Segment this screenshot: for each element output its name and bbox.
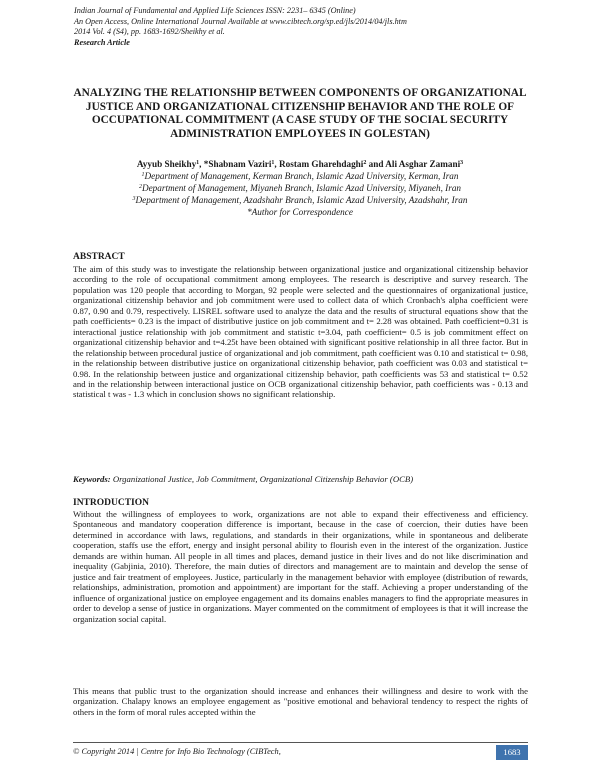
abstract-heading: ABSTRACT: [73, 252, 125, 262]
volume-line: 2014 Vol. 4 (S4), pp. 1683-1692/Sheikhy et al.: [74, 27, 225, 37]
introduction-paragraph-2: This means that public trust to the organization should increase and enhances their willingness and desire to work with the organization. Chalapy knows an employee engagement as "positive emotional and behavioral tendency to respect the rights of others in the form of moral rules accepted within the: [73, 686, 528, 717]
author-4-sup: 3: [460, 160, 464, 166]
keywords-text: Organizational Justice, Job Commitment, Organizational Citizenship Behavior (OCB): [110, 474, 414, 484]
access-line: An Open Access, Online International Journal Available at www.cibtech.org/sp.ed/jls/2014/04/jls.htm: [74, 16, 407, 26]
abstract-text: The aim of this study was to investigate the relationship between organizational justice and organizational citizenship behavior according to the role of occupational commitment among employees. The research is descriptive and survey research. The population was 120 people that according to Morgan, 92 people were selected and the questionnaires of organizational justice, organizational citizenship behavior and job commitment were used to collect data of which Cronbach's alpha coefficient were 0.87, 0.90 and 0.79, respectively. LISREL software used to analyze the data and the results of structural equations show that the path coefficients= 0.23 is the impact of distributive justice on job commitment and t= 2.28 was obtained. Path coefficient=0.31 is interactional justice relationship with job commitment and statistic t=3.04, path coefficient= 0.5 is job commitment effect on organizational citizenship behavior and t=4.25t have been obtained with significant positive relationship in all three factor. But in the relationship between procedural justice of organizational and job commitment, path coefficient was 0.10 and statistical t= 0.98, in the relationship between distributive justice on organizational citizenship behavior, path coefficient was 0.03 and statistical t= 0.98. In the relationship between justice and organizational citizenship behavior, path coefficients was 53 and statistical t= 0.52 and in the relationship between interactional justice on OCB organizational citizenship behavior, path coefficients was - 0.13 and statistical t was - 1.3 which in conclusion shows no significant relationship.: [73, 264, 528, 400]
affiliation-2-sup: 2: [138, 184, 142, 190]
author-1: Ayyub Sheikhy: [136, 159, 197, 169]
keywords-label: Keywords:: [73, 474, 111, 484]
footer-copyright: © Copyright 2014 | Centre for Info Bio Technology (CIBTech,: [73, 747, 281, 756]
author-2-sup: 1: [271, 160, 275, 166]
affiliation-3: [70, 194, 530, 206]
author-sep-1: ,: [199, 159, 204, 169]
page-number-badge: 1683: [496, 745, 528, 760]
journal-header: [74, 6, 544, 48]
footer-divider: [73, 742, 528, 743]
affiliation-3-sup: 3: [132, 196, 136, 202]
author-4: Ali Asghar Zamani: [385, 159, 461, 169]
affiliation-2-text: Department of Management, Miyaneh Branch, Islamic Azad University, Miyaneh, Iran: [141, 183, 462, 193]
affiliation-2: [70, 182, 530, 194]
author-3: Rostam Gharehdaghi: [279, 159, 364, 169]
correspondence-note: *Author for Correspondence: [247, 207, 353, 217]
author-2: *Shabnam Vaziri: [203, 159, 272, 169]
introduction-heading: INTRODUCTION: [73, 498, 150, 508]
affiliation-1: [70, 170, 530, 182]
author-1-sup: 1: [196, 160, 200, 166]
journal-line: Indian Journal of Fundamental and Applied Life Sciences ISSN: 2231– 6345 (Online): [74, 6, 356, 15]
keywords: [73, 474, 528, 484]
affiliation-1-sup: 1: [141, 172, 145, 178]
introduction-paragraph-1: Without the willingness of employees to work, organizations are not able to expand their effectiveness and efficiency. Spontaneous and mandatory cooperation difference is important, because in the case of coercion, their duties have been determined in accordance with laws, regulations, and standards in their organizations, while in spontaneous and deliberate cooperation, staffs use the effort, energy and insight personal ability to flourish even in the interest of the organization. Justice demands are within human. All people in all times and places, demand justice in their lives and do not like discrimination and inequality (Gabjinia, 2010). Therefore, the main duties of directors and management are to maintain and develop the sense of justice and fair treatment of employees. Justice, particularly in the management behavior with employee (distribution of rewards, relationships, administration, promotion and appointment) are important for the staff. Achieving a proper understanding of the influence of organizational justice on employee engagement and its domains enables managers to find the appropriate measures in order to develop a sense of justice in organizations. Mayer commented on the commitment of employees is that it will increase the organization social capital.: [73, 509, 528, 624]
article-type: Research Article: [74, 37, 130, 47]
author-names: [70, 158, 530, 170]
paper-title: ANALYZING THE RELATIONSHIP BETWEEN COMPONENTS OF ORGANIZATIONAL JUSTICE AND ORGANIZATIONAL CITIZENSHIP BEHAVIOR AND THE ROLE OF OCCUPATIONAL COMMITMENT (A CASE STUDY OF THE SOCIAL SECURITY ADMINISTRATION EMPLOYEES IN GOLESTAN): [73, 87, 527, 140]
author-and: and: [366, 159, 386, 169]
affiliation-1-text: Department of Management, Kerman Branch, Islamic Azad University, Kerman, Iran: [144, 171, 459, 181]
author-block: [70, 158, 530, 218]
affiliation-3-text: Department of Management, Azadshahr Branch, Islamic Azad University, Azadshahr, Iran: [135, 195, 468, 205]
author-sep-2: ,: [274, 159, 280, 169]
author-3-sup: 2: [363, 160, 367, 166]
